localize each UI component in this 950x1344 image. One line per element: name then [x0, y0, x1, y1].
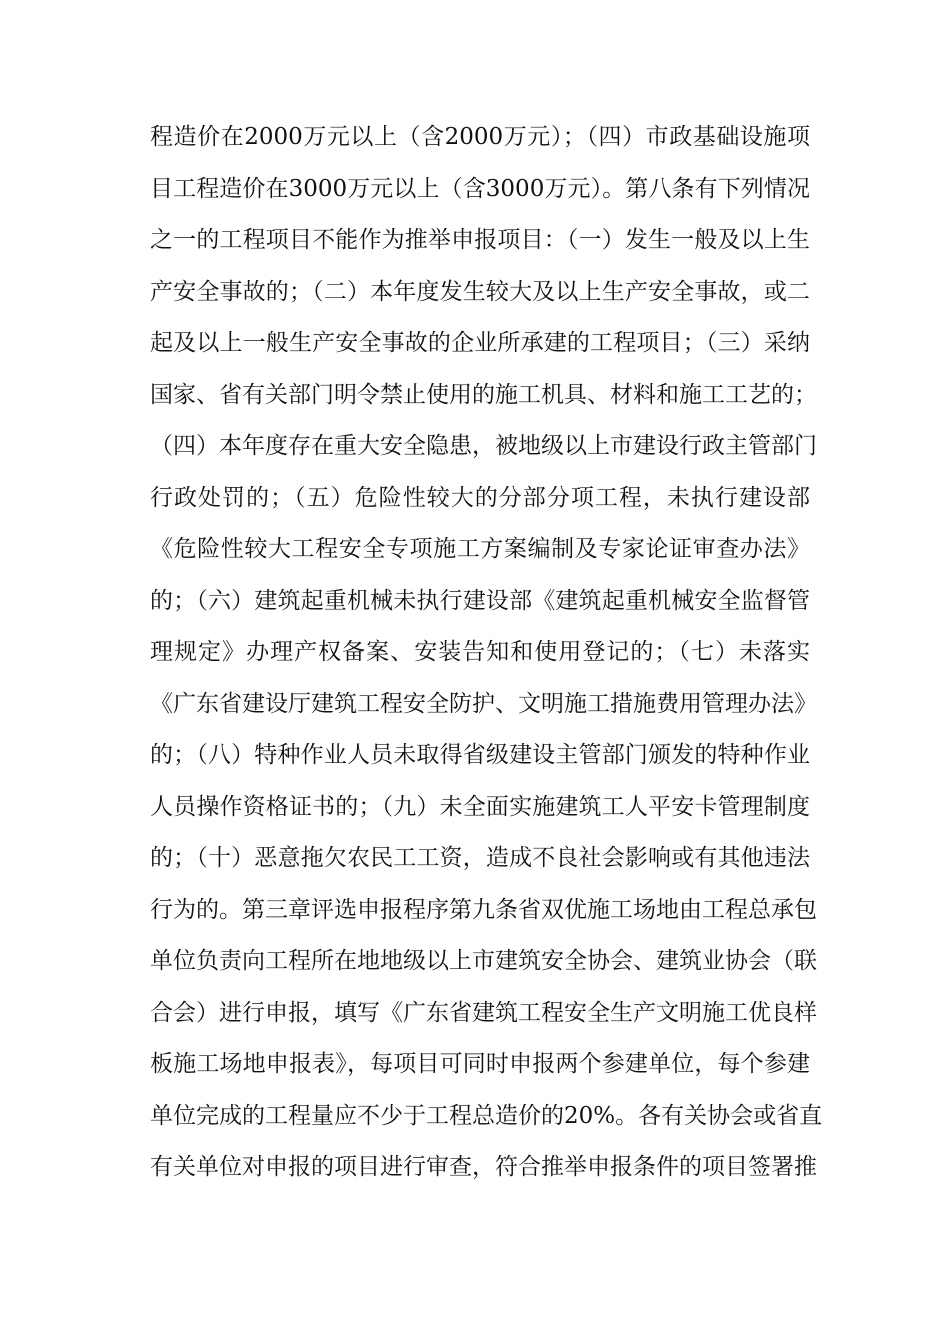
text-line: 合会）进行申报，填写《广东省建筑工程安全生产文明施工优良样 — [150, 999, 817, 1026]
text-line: 程造价在2000万元以上（含2000万元）；（四）市政基础设施项 — [150, 124, 810, 150]
body-text — [150, 117, 823, 1199]
text-line: （四）本年度存在重大安全隐患，被地级以上市建设行政主管部门 — [150, 433, 817, 459]
text-line: 板施工场地申报表》，每项目可同时申报两个参建单位，每个参建 — [150, 1051, 810, 1077]
text-line: 人员操作资格证书的；（九）未全面实施建筑工人平安卡管理制度 — [150, 793, 810, 820]
text-line: 国家、省有关部门明令禁止使用的施工机具、材料和施工工艺的； — [150, 381, 817, 408]
text-line: 之一的工程项目不能作为推举申报项目：（一）发生一般及以上生 — [150, 227, 810, 253]
text-line: 的；（六）建筑起重机械未执行建设部《建筑起重机械安全监督管 — [150, 587, 810, 614]
text-line: 《广东省建设厅建筑工程安全防护、文明施工措施费用管理办法》 — [150, 690, 817, 717]
text-line: 有关单位对申报的项目进行审查，符合推举申报条件的项目签署推 — [150, 1154, 817, 1180]
text-line: 《危险性较大工程安全专项施工方案编制及专家论证审查办法》 — [150, 536, 810, 562]
text-line: 产安全事故的；（二）本年度发生较大及以上生产安全事故，或二 — [150, 278, 810, 305]
text-line: 的；（十）恶意拖欠农民工工资，造成不良社会影响或有其他违法 — [150, 845, 810, 871]
text-line: 行为的。第三章评选申报程序第九条省双优施工场地由工程总承包 — [150, 896, 817, 923]
text-line: 理规定》办理产权备案、安装告知和使用登记的；（七）未落实 — [150, 639, 810, 665]
text-line: 的；（八）特种作业人员未取得省级建设主管部门颁发的特种作业 — [150, 742, 810, 768]
text-line: 行政处罚的；（五）危险性较大的分部分项工程，未执行建设部 — [150, 484, 810, 511]
text-line: 目工程造价在3000万元以上（含3000万元）。第八条有下列情况 — [150, 175, 810, 202]
text-line: 单位完成的工程量应不少于工程总造价的20%。各有关协会或省直 — [150, 1102, 823, 1129]
text-line: 起及以上一般生产安全事故的企业所承建的工程项目；（三）采纳 — [150, 330, 810, 356]
text-line: 单位负责向工程所在地地级以上市建筑安全协会、建筑业协会（联 — [150, 948, 817, 974]
